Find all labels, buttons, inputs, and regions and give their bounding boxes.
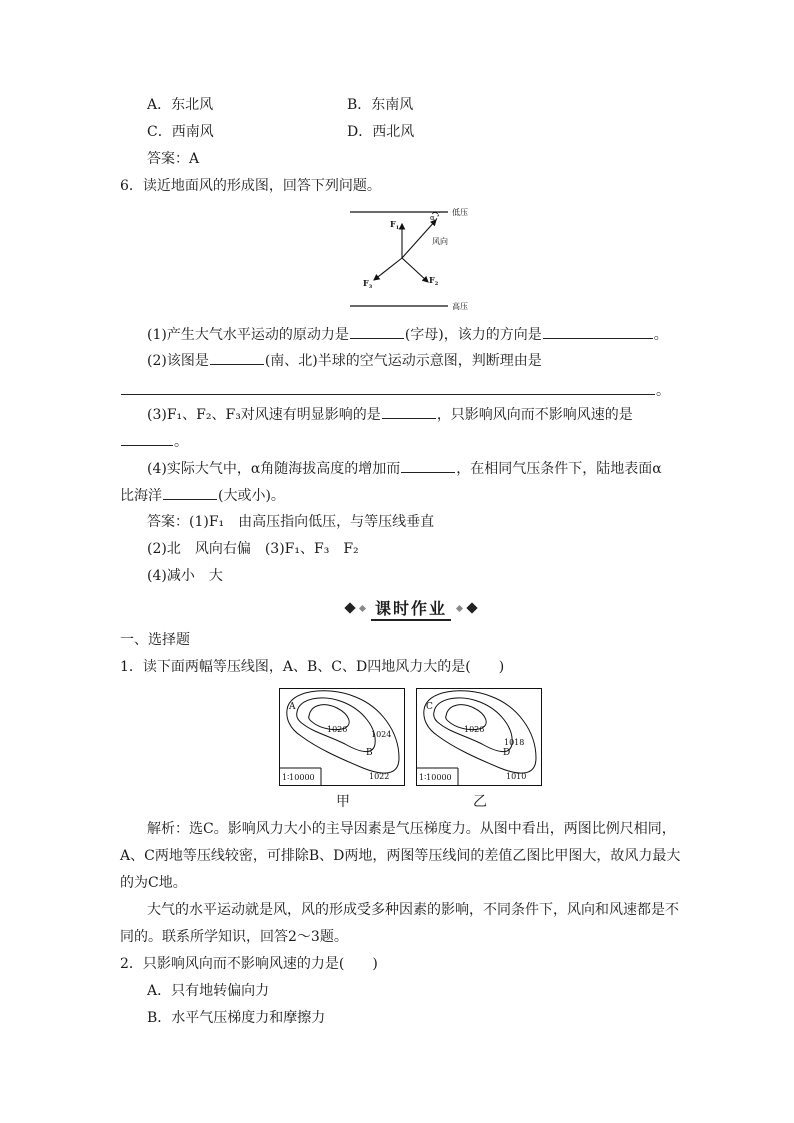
- answer-blank[interactable]: [163, 485, 217, 500]
- isobar-label: 1024: [371, 730, 392, 739]
- q2-stem: 2．只影响风向而不影响风速的力是( ): [120, 956, 378, 972]
- isobar-label: 1022: [369, 772, 390, 781]
- point-c: C: [426, 702, 433, 712]
- q5-option-d: D．西北风: [347, 124, 415, 140]
- q6-part2-text-b: (南、北)半球的空气运动示意图，判断理由是: [264, 353, 542, 369]
- answer-blank[interactable]: [121, 380, 655, 395]
- label-f1: $F_1$: [390, 219, 400, 231]
- isobar-label: 1026: [327, 725, 348, 734]
- q6-part4-line2: [120, 485, 285, 506]
- q2-option-b: B．水平气压梯度力和摩擦力: [147, 1010, 326, 1026]
- caption-yi: 乙: [473, 794, 487, 810]
- wind-formation-diagram: [340, 200, 520, 315]
- f2-arrow: [402, 258, 428, 282]
- q6-part3-end: 。: [174, 434, 188, 450]
- isobar-label: 1018: [504, 738, 525, 747]
- wind-direction-arrow: [402, 220, 436, 258]
- q1-analysis-1: 解析：选C。影响风力大小的主导因素是气压梯度力。从图中看出，两图比例尺相同，: [147, 821, 676, 837]
- point-b: B: [366, 748, 373, 758]
- isobar-map-jia: [279, 688, 405, 786]
- q5-option-a: A．东北风: [147, 97, 214, 113]
- diamond-icon: [359, 604, 366, 611]
- q5-option-b: B．东南风: [347, 97, 414, 113]
- q6-part2-line2: [120, 380, 670, 401]
- answer-blank[interactable]: [382, 404, 436, 419]
- diamond-icon: [456, 604, 463, 611]
- q6-part1: [147, 324, 668, 345]
- q5-option-c: C．西南风: [147, 124, 214, 140]
- answer-blank[interactable]: [401, 458, 455, 473]
- label-wind-direction: 风向: [432, 237, 448, 246]
- q6-part4-text-d: (大或小)。: [218, 488, 285, 504]
- q6-part1-end: 。: [653, 327, 668, 343]
- point-d: D: [503, 748, 511, 758]
- section-title: 课时作业: [371, 596, 451, 621]
- answer-blank[interactable]: [121, 431, 173, 446]
- scale-label: 1∶10000: [419, 773, 452, 782]
- isobar-label: 1010: [506, 772, 527, 781]
- q6-part3: [147, 404, 633, 425]
- section-heading: [326, 596, 496, 620]
- q6-part4: [147, 458, 662, 479]
- isobar-map-yi: [416, 688, 542, 786]
- label-alpha: α: [430, 214, 435, 222]
- q1-analysis-2: A、C两地等压线较密，可排除B、D两地，两图等压线间的差值乙图比甲图大，故风力最大: [120, 848, 681, 864]
- isobar-label: 1026: [464, 725, 485, 734]
- q6-part1-text-a: (1)产生大气水平运动的原动力是: [147, 327, 349, 343]
- diamond-icon: [344, 602, 355, 613]
- q1-analysis-3: 的为C地。: [120, 875, 187, 891]
- f3-arrow: [374, 258, 402, 280]
- q5-answer: 答案：A: [147, 151, 200, 167]
- label-f2: $F_2$: [429, 275, 439, 287]
- intro-line-2: 同的。联系所学知识，回答2～3题。: [120, 929, 348, 945]
- answer-blank[interactable]: [543, 324, 653, 339]
- q6-answer-1: 答案：(1)F₁ 由高压指向低压，与等压线垂直: [147, 514, 435, 530]
- answer-blank[interactable]: [210, 350, 264, 365]
- q6-part2-text-a: (2)该图是: [147, 353, 209, 369]
- label-high-pressure: 高压: [452, 302, 468, 311]
- q6-answer-2: (2)北 风向右偏 (3)F₁、F₃ F₂: [147, 541, 359, 557]
- scale-label: 1∶10000: [282, 773, 315, 782]
- label-low-pressure: 低压: [452, 208, 468, 217]
- q6-part3-text-a: (3)F₁、F₂、F₃对风速有明显影响的是: [147, 407, 381, 423]
- q2-option-a: A．只有地转偏向力: [147, 983, 270, 999]
- q6-part4-text-c: 比海洋: [120, 488, 162, 504]
- intro-line-1: 大气的水平运动就是风，风的形成受多种因素的影响，不同条件下，风向和风速都是不: [147, 902, 679, 918]
- q6-stem: 6．读近地面风的形成图，回答下列问题。: [120, 178, 381, 194]
- q6-part3-line2: [120, 431, 188, 452]
- q6-answer-3: (4)减小 大: [147, 568, 223, 584]
- point-a: A: [289, 702, 296, 712]
- caption-jia: 甲: [336, 794, 350, 810]
- part-one-heading: 一、选择题: [120, 632, 190, 648]
- q6-part2: [147, 350, 542, 371]
- label-f3: $F_3$: [363, 278, 373, 290]
- q6-part2-end: 。: [656, 383, 670, 399]
- q6-part3-text-b: ，只影响风向而不影响风速的是: [436, 407, 633, 423]
- q6-part4-text-a: (4)实际大气中，α角随海拔高度的增加而: [147, 461, 401, 477]
- q1-stem: 1．读下面两幅等压线图，A、B、C、D四地风力大的是( ): [120, 659, 505, 675]
- q6-part1-text-b: (字母)，该力的方向是: [404, 327, 542, 343]
- diamond-icon: [466, 602, 477, 613]
- q6-part4-text-b: ，在相同气压条件下，陆地表面α: [456, 461, 662, 477]
- answer-blank[interactable]: [350, 324, 404, 339]
